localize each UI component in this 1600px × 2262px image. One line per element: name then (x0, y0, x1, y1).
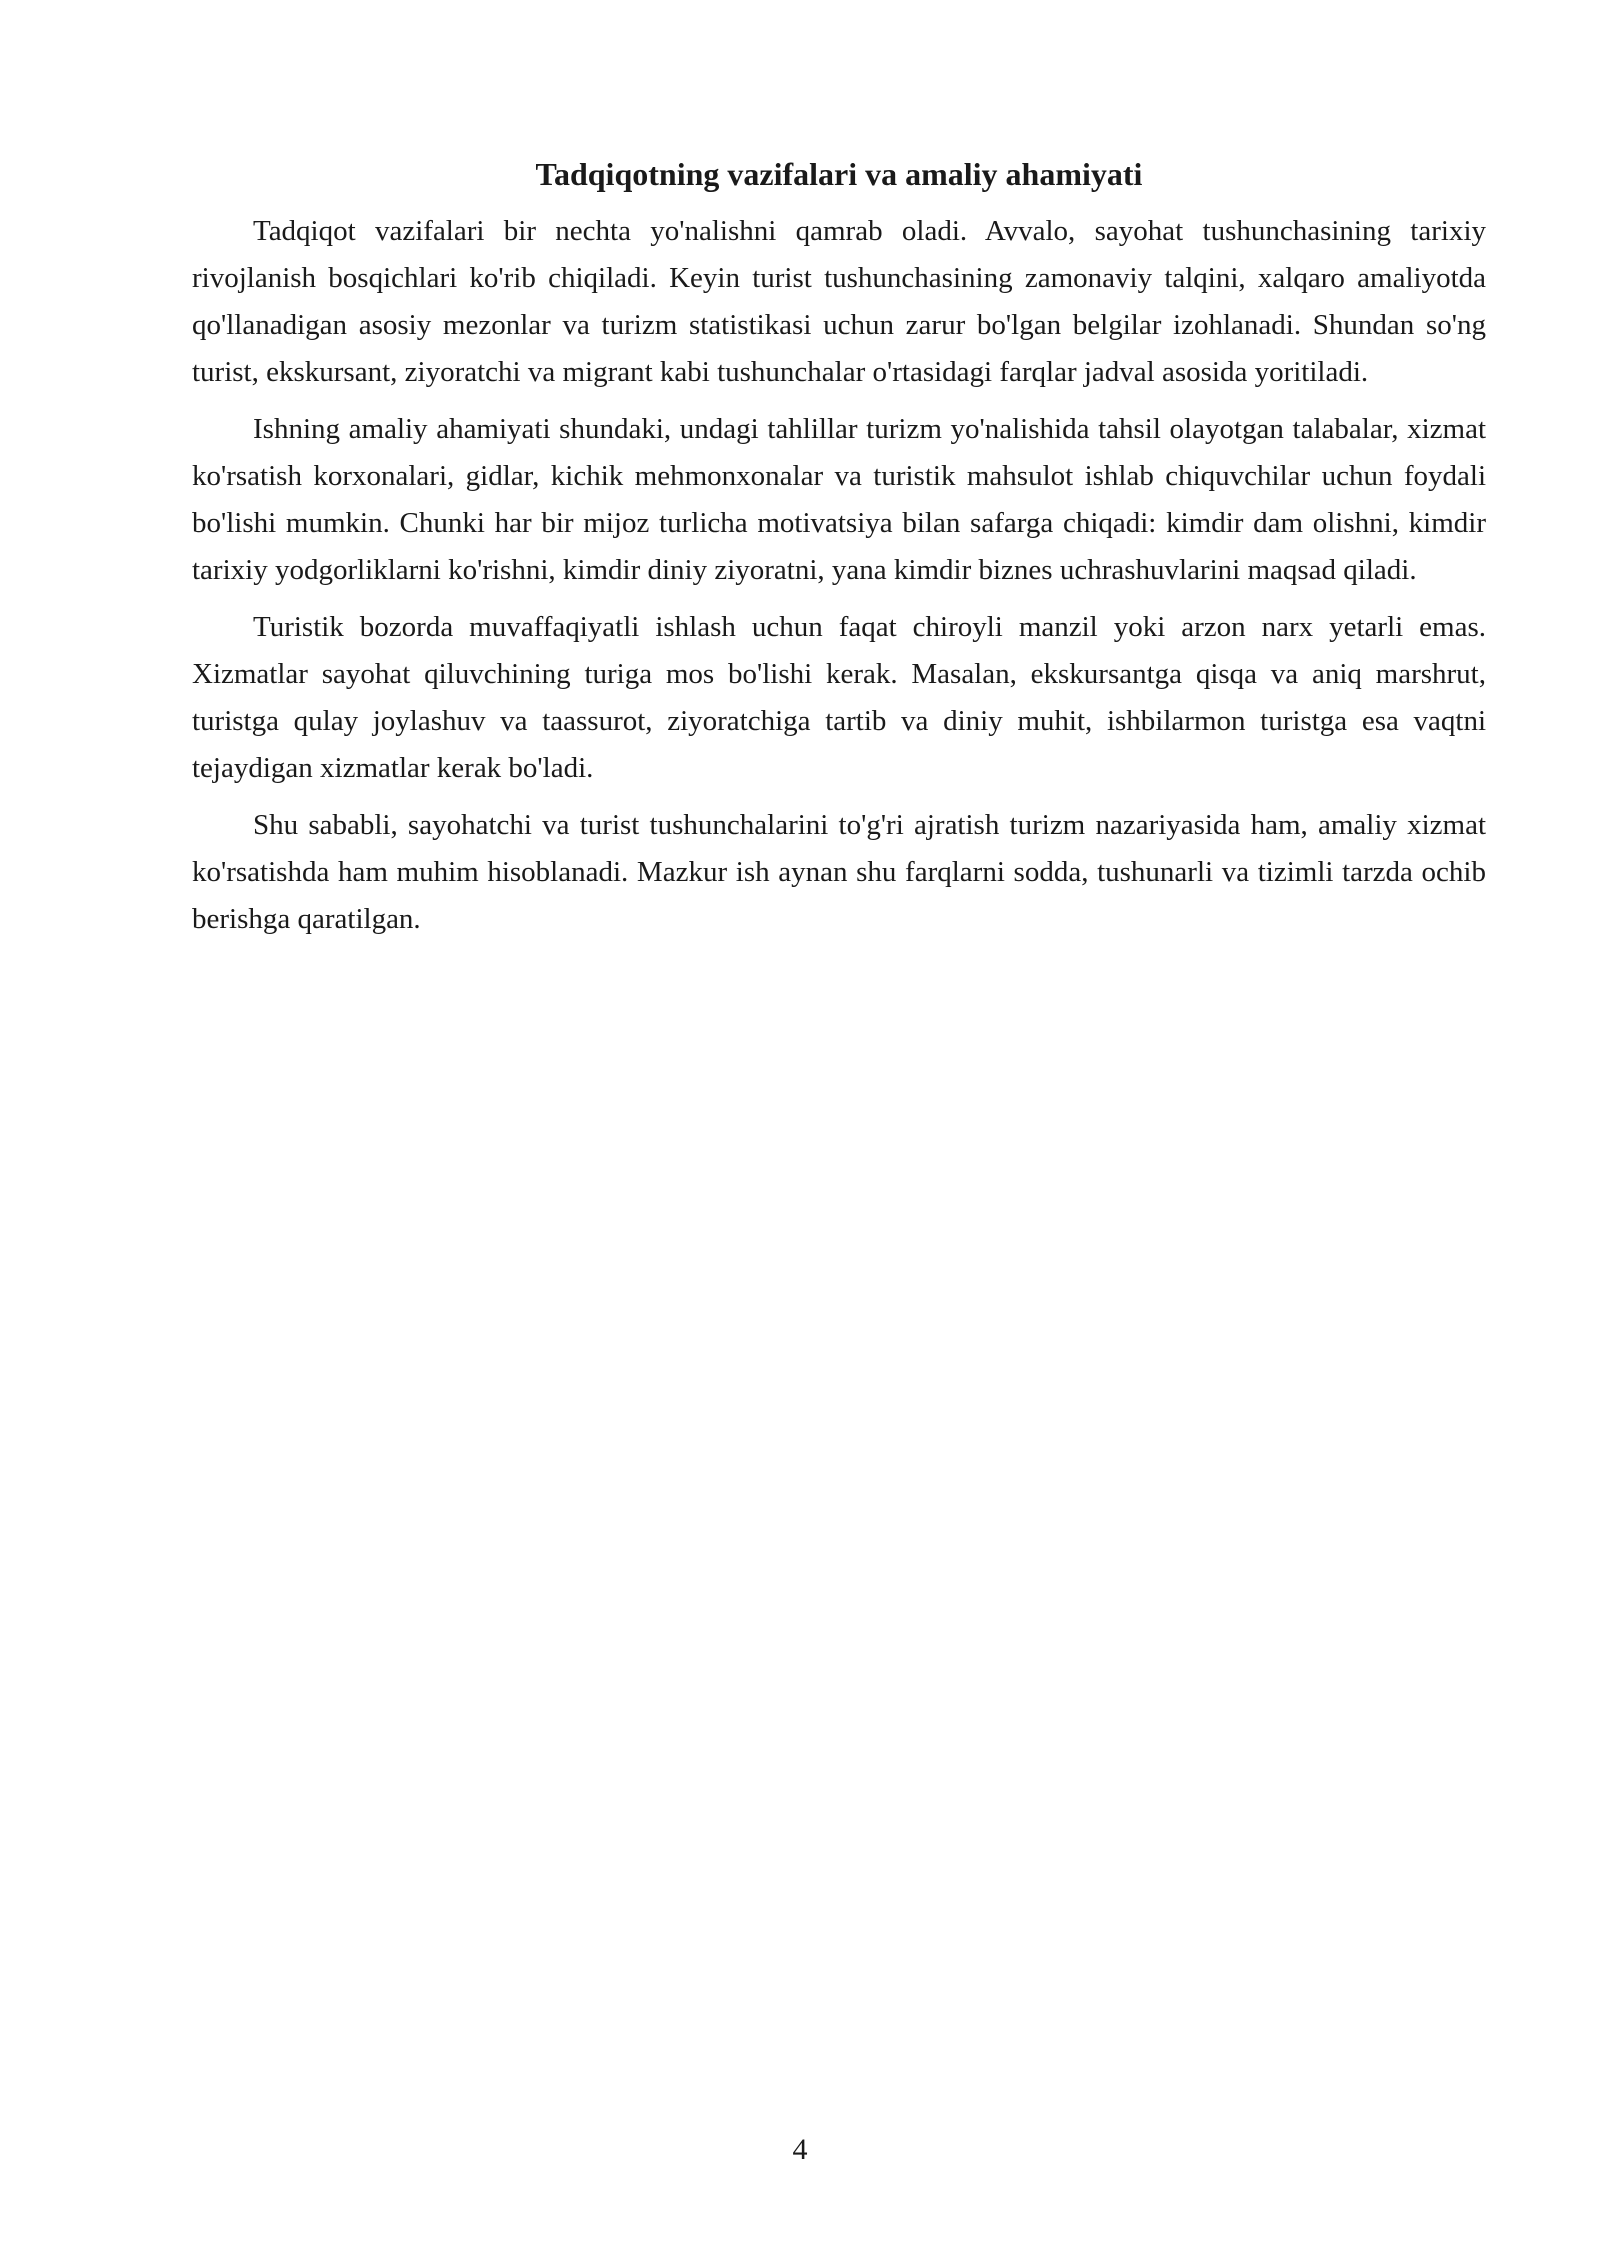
section-heading: Tadqiqotning vazifalari va amaliy ahamiyati (535, 156, 1143, 192)
paragraph-practical-significance: Ishning amaliy ahamiyati shundaki, undagi tahlillar turizm yo'nalishida tahsil olayotgan talabalar, xizmat ko'rsatish korxonalari, gidlar, kichik mehmonxonalar va turistik mahsulot ishlab chiquvchilar uchun foydali bo'lishi mumkin. Chunki har bir mijoz turlicha motivatsiya bilan safarga chiqadi: kimdir dam olishni, kimdir tarixiy yodgorliklarni ko'rishni, kimdir diniy ziyoratni, yana kimdir biznes uchrashuvlarini maqsad qiladi. (192, 413, 1486, 586)
page-number: 4 (792, 2133, 808, 2166)
paragraph-conclusion: Shu sababli, sayohatchi va turist tushunchalarini to'g'ri ajratish turizm nazariyasida ham, amaliy xizmat ko'rsatishda ham muhim hisoblanadi. Mazkur ish aynan shu farqlarni sodda, tushunarli va tizimli tarzda ochib berishga qaratilgan. (192, 809, 1486, 935)
paragraph-tourism-market: Turistik bozorda muvaffaqiyatli ishlash uchun faqat chiroyli manzil yoki arzon narx yetarli emas. Xizmatlar sayohat qiluvchining turiga mos bo'lishi kerak. Masalan, ekskursantga qisqa va aniq marshrut, turistga qulay joylashuv va taassurot, ziyoratchiga tartib va diniy muhit, ishbilarmon turistga esa vaqtni tejaydigan xizmatlar kerak bo'ladi. (192, 611, 1486, 784)
page-content (192, 152, 1486, 953)
paragraph-tasks: Tadqiqot vazifalari bir nechta yo'nalishni qamrab oladi. Avvalo, sayohat tushunchasining tarixiy rivojlanish bosqichlari ko'rib chiqiladi. Keyin turist tushunchasining zamonaviy talqini, xalqaro amaliyotda qo'llanadigan asosiy mezonlar va turizm statistikasi uchun zarur bo'lgan belgilar izohlanadi. Shundan so'ng turist, ekskursant, ziyoratchi va migrant kabi tushunchalar o'rtasidagi farqlar jadval asosida yoritiladi. (192, 215, 1486, 388)
